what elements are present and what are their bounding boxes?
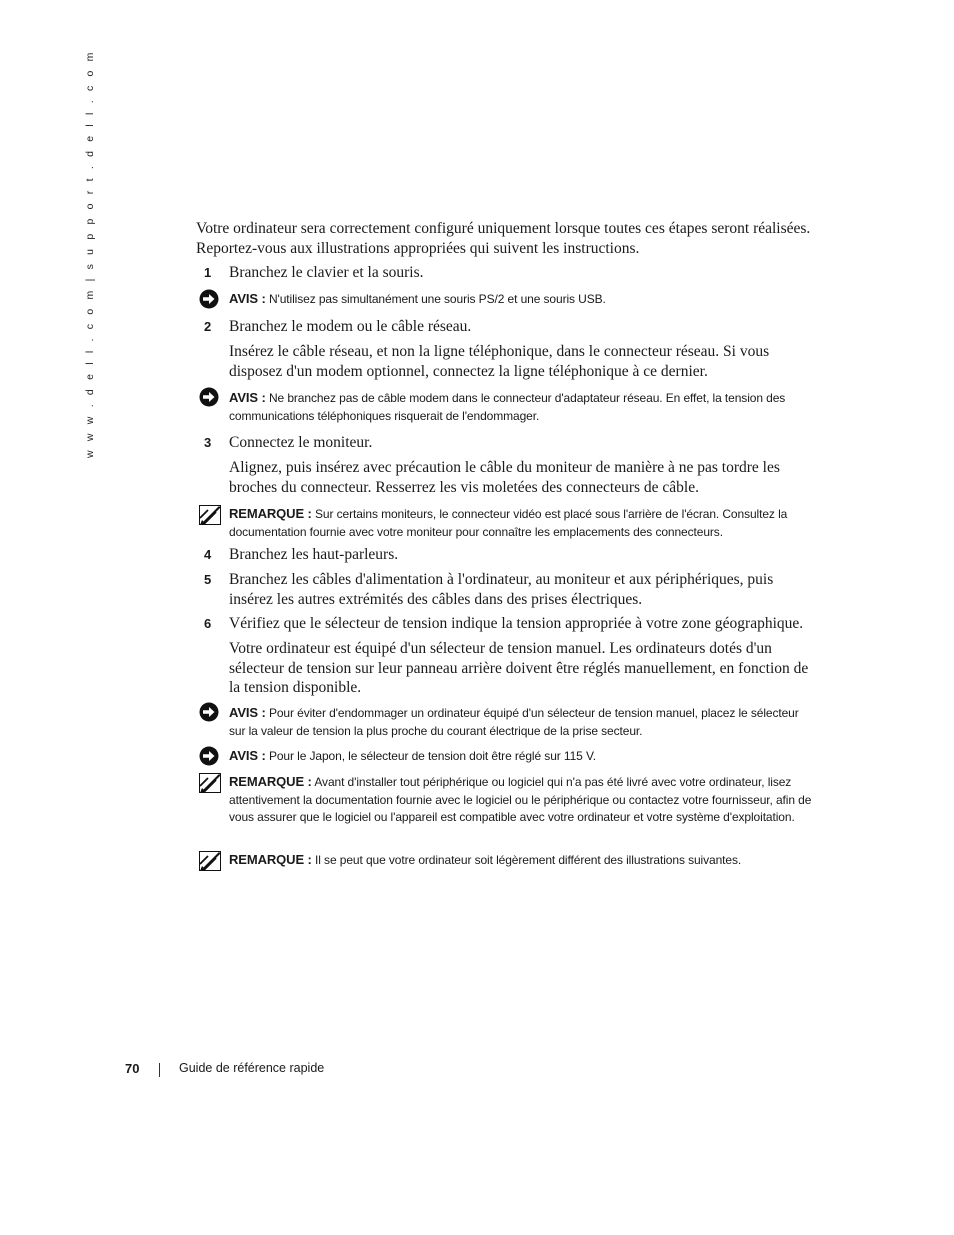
step-text: Branchez le clavier et la souris. bbox=[229, 264, 424, 281]
notice-text: Pour éviter d'endommager un ordinateur équipé d'un sélecteur de tension manuel, placez le sélecteur sur la valeur de tension la plus proche du courant électrique de la prise secteur. bbox=[229, 706, 799, 738]
note-text: Sur certains moniteurs, le connecteur vidéo est placé sous l'arrière de l'écran. Consultez la documentation fournie avec votre moniteur pour connaître les emplacements des connecteurs. bbox=[229, 507, 788, 539]
step-text: Branchez les câbles d'alimentation à l'ordinateur, au moniteur et aux périphériques, puis insérez les autres extrémités des câbles dans des prises électriques. bbox=[229, 571, 774, 608]
step-number: 4 bbox=[204, 547, 212, 562]
step-text: Branchez le modem ou le câble réseau. bbox=[229, 318, 472, 335]
note-text: Il se peut que votre ordinateur soit légèrement différent des illustrations suivantes. bbox=[315, 853, 742, 867]
note bbox=[229, 851, 819, 870]
step-number: 2 bbox=[204, 319, 212, 334]
notice-label: AVIS : bbox=[229, 705, 266, 720]
notice bbox=[229, 290, 817, 309]
sidebar-url: w w w . d e l l . c o m | s u p p o r t . d e l l . c o m bbox=[84, 49, 96, 458]
step-text: Branchez les haut-parleurs. bbox=[229, 546, 399, 563]
note-pencil-icon bbox=[199, 773, 221, 793]
step-text: Vérifiez que le sélecteur de tension indique la tension appropriée à votre zone géographique. bbox=[229, 615, 804, 632]
note-label: REMARQUE : bbox=[229, 774, 312, 789]
notice-label: AVIS : bbox=[229, 291, 266, 306]
step-number: 3 bbox=[204, 435, 212, 450]
step-text: Connectez le moniteur. bbox=[229, 434, 373, 451]
notice bbox=[229, 747, 817, 766]
step-number: 1 bbox=[204, 265, 212, 280]
step-number: 6 bbox=[204, 616, 212, 631]
step-paragraph: Votre ordinateur est équipé d'un sélecteur de tension manuel. Les ordinateurs dotés d'un sélecteur de tension sur leur panneau arrière doivent être réglés manuellement, en fonction de la tension disponible. bbox=[229, 640, 809, 696]
notice-arrow-icon bbox=[198, 387, 220, 407]
note-pencil-icon bbox=[199, 851, 221, 871]
notice-label: AVIS : bbox=[229, 390, 266, 405]
footer-separator bbox=[159, 1063, 160, 1077]
notice-arrow-icon bbox=[198, 289, 220, 309]
step-paragraph: Insérez le câble réseau, et non la ligne téléphonique, dans le connecteur réseau. Si vous disposez d'un modem optionnel, connectez la ligne téléphonique à ce dernier. bbox=[229, 343, 770, 380]
note-label: REMARQUE : bbox=[229, 852, 312, 867]
notice-text: Pour le Japon, le sélecteur de tension doit être réglé sur 115 V. bbox=[268, 749, 596, 763]
notice-arrow-icon bbox=[198, 702, 220, 722]
intro-paragraph: Votre ordinateur sera correctement configuré uniquement lorsque toutes ces étapes seront réalisées. Reportez-vous aux illustrations appropriées qui suivent les instructions. bbox=[196, 220, 811, 257]
notice bbox=[229, 389, 819, 425]
step-number: 5 bbox=[204, 572, 212, 587]
footer-title: Guide de référence rapide bbox=[179, 1061, 325, 1075]
notice-arrow-icon bbox=[198, 746, 220, 766]
notice-text: N'utilisez pas simultanément une souris PS/2 et une souris USB. bbox=[268, 292, 606, 306]
notice-label: AVIS : bbox=[229, 748, 266, 763]
note-label: REMARQUE : bbox=[229, 506, 312, 521]
note-pencil-icon bbox=[199, 505, 221, 525]
step-paragraph: Alignez, puis insérez avec précaution le câble du moniteur de manière à ne pas tordre les broches du connecteur. Resserrez les vis moletées des connecteurs de câble. bbox=[229, 459, 780, 496]
notice-text: Ne branchez pas de câble modem dans le connecteur d'adaptateur réseau. En effet, la tension des communications téléphoniques risquerait de l'endommager. bbox=[229, 391, 786, 423]
note bbox=[229, 505, 817, 541]
note-text: Avant d'installer tout périphérique ou logiciel qui n'a pas été livré avec votre ordinateur, lisez attentivement la documentation fournie avec le logiciel ou le périphérique ou contactez votre fournisseur, afin de vous assurer que le logiciel ou l'appareil est compatible avec votre ordinateur et votre système d'exploitation. bbox=[229, 775, 812, 824]
page-number: 70 bbox=[125, 1061, 140, 1076]
notice bbox=[229, 704, 804, 740]
note bbox=[229, 773, 814, 827]
